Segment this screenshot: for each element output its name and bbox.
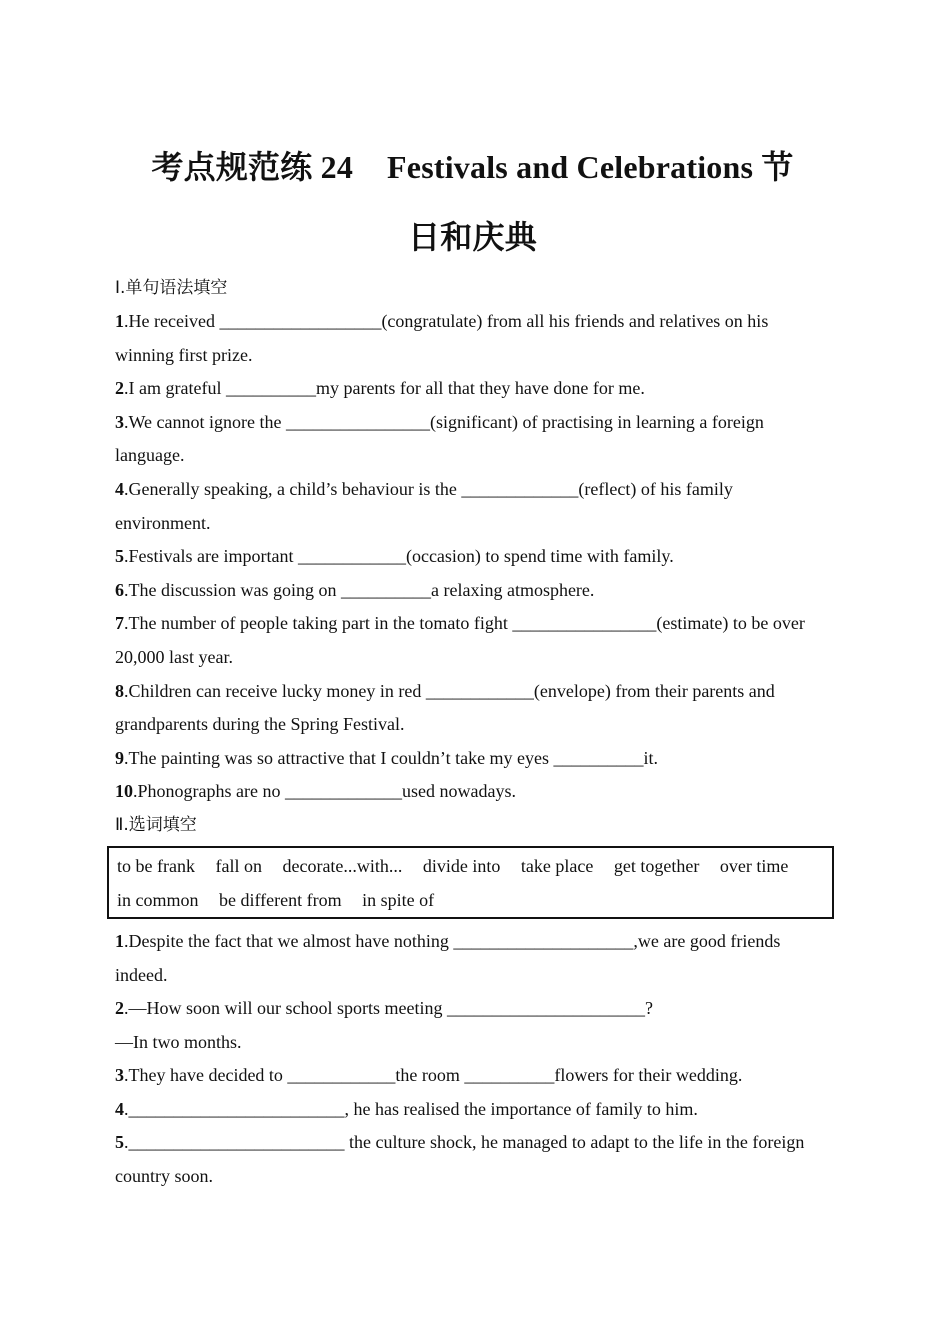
question xyxy=(115,372,830,406)
page-title xyxy=(115,132,830,272)
question-number: 4 xyxy=(115,478,124,499)
question-number: 1 xyxy=(115,930,124,951)
word-bank-box xyxy=(107,846,834,919)
question xyxy=(115,406,830,473)
question-number: 6 xyxy=(115,579,124,600)
title-line-2: 日和庆典 xyxy=(408,219,537,255)
question-text: .He received __________________(congratulate) from all his friends and relatives on his winning first prize. xyxy=(115,311,769,365)
section1-heading: Ⅰ.单句语法填空 xyxy=(115,278,228,298)
question xyxy=(115,540,830,574)
title-english: Festivals and Celebrations xyxy=(387,149,754,185)
question-number: 5 xyxy=(115,1132,124,1153)
word-bank-item: take place xyxy=(520,855,594,876)
question-text: .The discussion was going on __________a relaxing atmosphere. xyxy=(124,579,595,600)
question-text: .We cannot ignore the ________________(significant) of practising in learning a foreign language. xyxy=(115,411,764,466)
question-number: 3 xyxy=(115,1065,124,1086)
title-suffix: 节 xyxy=(761,149,794,185)
word-bank-item: get together xyxy=(613,855,700,876)
worksheet-page xyxy=(115,132,830,1194)
word-bank-item: divide into xyxy=(422,855,501,876)
question xyxy=(115,742,830,776)
question-text: .Despite the fact that we almost have nothing ____________________,we are good friends indeed. xyxy=(115,930,781,985)
word-bank-item: to be frank xyxy=(117,855,195,876)
question xyxy=(115,305,830,372)
question xyxy=(115,675,830,742)
question-number: 3 xyxy=(115,411,124,432)
question xyxy=(115,607,830,674)
question-text: .They have decided to ____________the room __________flowers for their wedding. xyxy=(124,1065,743,1086)
question-number: 2 xyxy=(115,998,124,1019)
question-text: .________________________, he has realised the importance of family to him. xyxy=(124,1098,698,1119)
question-text: .Generally speaking, a child’s behaviour is the _____________(reflect) of his family environment. xyxy=(115,478,733,533)
question-text: .I am grateful __________my parents for all that they have done for me. xyxy=(124,378,645,399)
question-text: —In two months. xyxy=(115,1031,242,1052)
question-number: 10 xyxy=(115,781,133,802)
answer-line xyxy=(115,1026,830,1060)
question-number: 7 xyxy=(115,613,124,634)
word-bank-item: fall on xyxy=(215,855,262,876)
question-text: .—How soon will our school sports meeting ______________________? xyxy=(124,998,653,1019)
word-bank-item: decorate...with... xyxy=(282,855,403,876)
question-text: .Children can receive lucky money in red ____________(envelope) from their parents and grandparents during the Spring Festival. xyxy=(115,680,775,735)
question-number: 9 xyxy=(115,747,124,768)
question-number: 2 xyxy=(115,378,124,399)
question xyxy=(115,992,830,1026)
section2-heading: Ⅱ.选词填空 xyxy=(115,814,197,835)
question xyxy=(115,925,830,992)
word-bank-item: in spite of xyxy=(362,889,435,910)
question-text: .Festivals are important ____________(occasion) to spend time with family. xyxy=(124,546,674,567)
question xyxy=(115,473,830,540)
question xyxy=(115,1126,830,1193)
question-number: 1 xyxy=(115,311,124,331)
question xyxy=(115,1093,830,1127)
question-number: 5 xyxy=(115,546,124,567)
title-prefix: 考点规范练 24 xyxy=(151,149,354,185)
question-text: .The painting was so attractive that I couldn’t take my eyes __________it. xyxy=(124,747,659,768)
question-text: .________________________ the culture shock, he managed to adapt to the life in the foreign country soon. xyxy=(115,1132,805,1187)
word-bank-item: in common xyxy=(117,889,199,910)
question-text: .The number of people taking part in the tomato fight ________________(estimate) to be over 20,000 last year. xyxy=(115,613,805,667)
question-text: .Phonographs are no _____________used nowadays. xyxy=(133,781,516,802)
question xyxy=(115,775,830,809)
question xyxy=(115,1059,830,1093)
word-bank-item: be different from xyxy=(219,889,342,910)
question xyxy=(115,574,830,608)
question-number: 8 xyxy=(115,680,124,701)
word-bank-item: over time xyxy=(719,855,789,876)
question-number: 4 xyxy=(115,1098,124,1119)
